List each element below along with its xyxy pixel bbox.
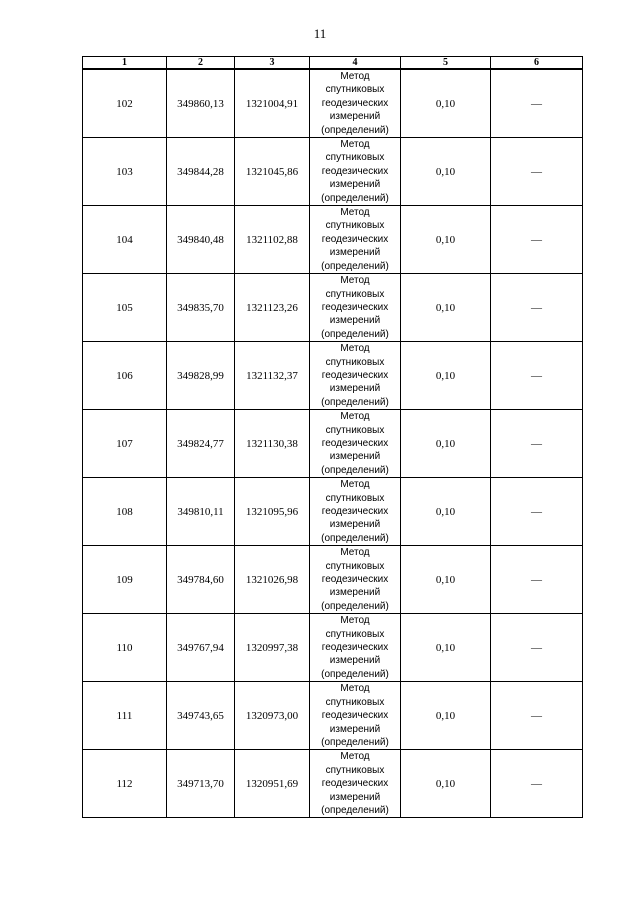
method-cell xyxy=(310,69,401,138)
method-line: Метод xyxy=(340,547,370,559)
accuracy-cell: 0,10 xyxy=(401,342,491,410)
method-line: измерений xyxy=(329,791,381,803)
y-coordinate-cell: 1321123,26 xyxy=(235,274,310,342)
method-line: геодезических xyxy=(321,97,389,109)
y-coordinate-cell: 1321095,96 xyxy=(235,478,310,546)
method-line: геодезических xyxy=(321,233,389,245)
accuracy-cell: 0,10 xyxy=(401,138,491,206)
method-line: геодезических xyxy=(321,710,389,722)
table-row xyxy=(83,682,583,750)
note-cell: — xyxy=(491,206,583,274)
point-number-cell: 110 xyxy=(83,614,167,682)
point-number-cell: 104 xyxy=(83,206,167,274)
method-line: (определений) xyxy=(321,328,389,340)
x-coordinate-cell: 349743,65 xyxy=(167,682,235,750)
x-coordinate-cell: 349784,60 xyxy=(167,546,235,614)
method-line: спутниковых xyxy=(325,220,385,232)
y-coordinate-cell: 1321045,86 xyxy=(235,138,310,206)
method-line: (определений) xyxy=(321,396,389,408)
x-coordinate-cell: 349828,99 xyxy=(167,342,235,410)
note-cell: — xyxy=(491,546,583,614)
method-line: (определений) xyxy=(321,464,389,476)
x-coordinate-cell: 349835,70 xyxy=(167,274,235,342)
table-row xyxy=(83,206,583,274)
method-line: Метод xyxy=(340,615,370,627)
column-header: 1 xyxy=(83,57,167,70)
column-header: 2 xyxy=(167,57,235,70)
note-cell: — xyxy=(491,274,583,342)
method-line: измерений xyxy=(329,179,381,191)
method-line: измерений xyxy=(329,519,381,531)
method-line: (определений) xyxy=(321,736,389,748)
method-line: геодезических xyxy=(321,574,389,586)
y-coordinate-cell: 1321130,38 xyxy=(235,410,310,478)
method-line: спутниковых xyxy=(325,696,385,708)
x-coordinate-cell: 349810,11 xyxy=(167,478,235,546)
method-line: Метод xyxy=(340,751,370,763)
method-line: измерений xyxy=(329,655,381,667)
table-row xyxy=(83,138,583,206)
column-header: 3 xyxy=(235,57,310,70)
method-line: Метод xyxy=(340,343,370,355)
point-number-cell: 111 xyxy=(83,682,167,750)
x-coordinate-cell: 349840,48 xyxy=(167,206,235,274)
method-line: (определений) xyxy=(321,804,389,816)
method-cell xyxy=(310,274,401,342)
method-cell xyxy=(310,750,401,818)
method-line: измерений xyxy=(329,247,381,259)
point-number-cell: 108 xyxy=(83,478,167,546)
table-header-row xyxy=(83,57,583,70)
note-cell: — xyxy=(491,478,583,546)
method-line: (определений) xyxy=(321,192,389,204)
method-line: геодезических xyxy=(321,165,389,177)
method-line: измерений xyxy=(329,383,381,395)
accuracy-cell: 0,10 xyxy=(401,274,491,342)
method-line: Метод xyxy=(340,207,370,219)
method-line: геодезических xyxy=(321,369,389,381)
method-line: Метод xyxy=(340,479,370,491)
table-row xyxy=(83,69,583,138)
method-line: измерений xyxy=(329,451,381,463)
method-line: Метод xyxy=(340,139,370,151)
x-coordinate-cell: 349713,70 xyxy=(167,750,235,818)
method-cell xyxy=(310,342,401,410)
method-line: Метод xyxy=(340,275,370,287)
method-line: спутниковых xyxy=(325,628,385,640)
method-line: измерений xyxy=(329,587,381,599)
accuracy-cell: 0,10 xyxy=(401,682,491,750)
method-line: (определений) xyxy=(321,260,389,272)
note-cell: — xyxy=(491,614,583,682)
method-line: (определений) xyxy=(321,668,389,680)
method-line: геодезических xyxy=(321,642,389,654)
method-line: измерений xyxy=(329,723,381,735)
accuracy-cell: 0,10 xyxy=(401,206,491,274)
x-coordinate-cell: 349844,28 xyxy=(167,138,235,206)
accuracy-cell: 0,10 xyxy=(401,69,491,138)
y-coordinate-cell: 1320951,69 xyxy=(235,750,310,818)
column-header: 4 xyxy=(310,57,401,70)
method-line: спутниковых xyxy=(325,764,385,776)
method-line: (определений) xyxy=(321,124,389,136)
method-line: Метод xyxy=(340,411,370,423)
accuracy-cell: 0,10 xyxy=(401,410,491,478)
note-cell: — xyxy=(491,69,583,138)
point-number-cell: 109 xyxy=(83,546,167,614)
method-line: (определений) xyxy=(321,600,389,612)
method-line: спутниковых xyxy=(325,288,385,300)
method-line: спутниковых xyxy=(325,356,385,368)
accuracy-cell: 0,10 xyxy=(401,478,491,546)
accuracy-cell: 0,10 xyxy=(401,546,491,614)
method-line: геодезических xyxy=(321,778,389,790)
column-header: 6 xyxy=(491,57,583,70)
method-line: (определений) xyxy=(321,532,389,544)
column-header: 5 xyxy=(401,57,491,70)
method-line: спутниковых xyxy=(325,152,385,164)
method-line: геодезических xyxy=(321,506,389,517)
method-line: геодезических xyxy=(321,301,389,313)
method-line: Метод xyxy=(340,71,370,82)
point-number-cell: 112 xyxy=(83,750,167,818)
note-cell: — xyxy=(491,682,583,750)
method-cell xyxy=(310,410,401,478)
table-row xyxy=(83,750,583,818)
y-coordinate-cell: 1321004,91 xyxy=(235,69,310,138)
page-number: 11 xyxy=(313,26,327,41)
point-number-cell: 107 xyxy=(83,410,167,478)
point-number-cell: 106 xyxy=(83,342,167,410)
method-cell xyxy=(310,206,401,274)
y-coordinate-cell: 1320997,38 xyxy=(235,614,310,682)
table-row xyxy=(83,614,583,682)
y-coordinate-cell: 1321132,37 xyxy=(235,342,310,410)
x-coordinate-cell: 349824,77 xyxy=(167,410,235,478)
accuracy-cell: 0,10 xyxy=(401,750,491,818)
note-cell: — xyxy=(491,410,583,478)
method-cell xyxy=(310,478,401,546)
x-coordinate-cell: 349860,13 xyxy=(167,69,235,138)
point-number-cell: 103 xyxy=(83,138,167,206)
method-line: спутниковых xyxy=(325,560,385,572)
note-cell: — xyxy=(491,750,583,818)
table-row xyxy=(83,410,583,478)
note-cell: — xyxy=(491,342,583,410)
x-coordinate-cell: 349767,94 xyxy=(167,614,235,682)
method-line: спутниковых xyxy=(325,84,385,96)
method-cell xyxy=(310,682,401,750)
method-line: спутниковых xyxy=(325,424,385,436)
method-line: спутниковых xyxy=(325,492,385,504)
table-row xyxy=(83,274,583,342)
note-cell: — xyxy=(491,138,583,206)
point-number-cell: 105 xyxy=(83,274,167,342)
method-cell xyxy=(310,138,401,206)
y-coordinate-cell: 1321026,98 xyxy=(235,546,310,614)
method-line: измерений xyxy=(329,315,381,327)
table-row xyxy=(83,546,583,614)
method-line: Метод xyxy=(340,683,370,695)
table-row xyxy=(83,342,583,410)
method-line: измерений xyxy=(329,111,381,123)
method-cell xyxy=(310,614,401,682)
point-number-cell: 102 xyxy=(83,69,167,138)
method-cell xyxy=(310,546,401,614)
method-line: геодезических xyxy=(321,437,389,449)
y-coordinate-cell: 1321102,88 xyxy=(235,206,310,274)
y-coordinate-cell: 1320973,00 xyxy=(235,682,310,750)
accuracy-cell: 0,10 xyxy=(401,614,491,682)
table-row xyxy=(83,478,583,546)
coordinates-table xyxy=(82,56,583,818)
